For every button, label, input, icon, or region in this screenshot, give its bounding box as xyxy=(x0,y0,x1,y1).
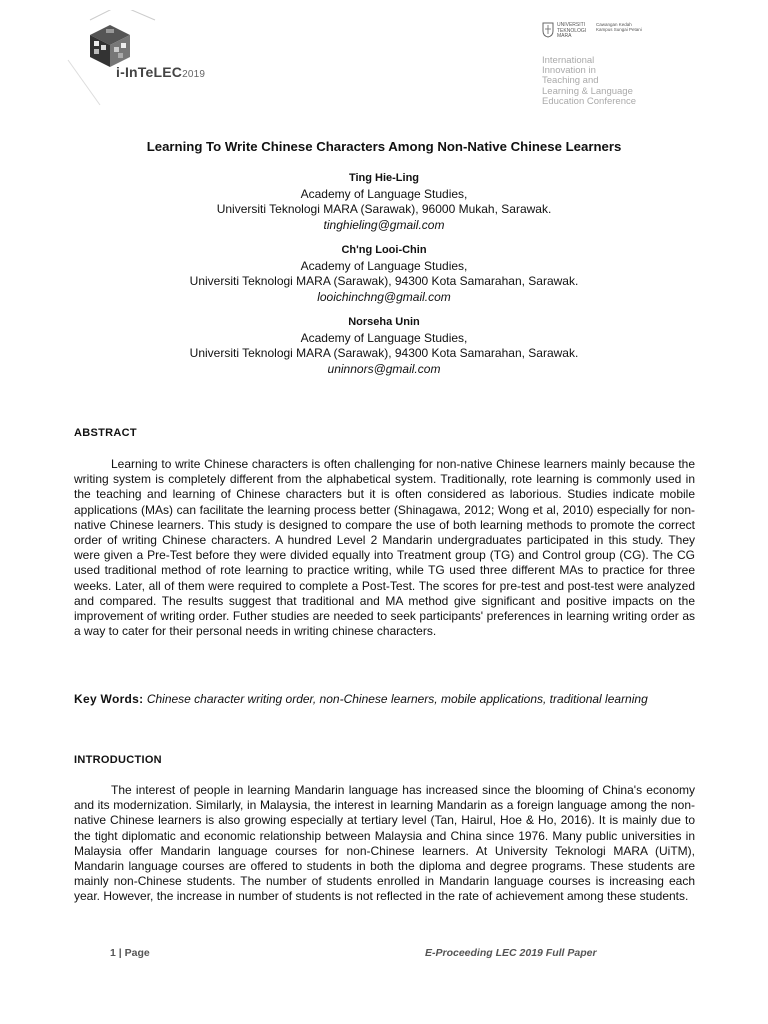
university-name: UNIVERSITI TEKNOLOGI MARA xyxy=(557,22,587,39)
keywords-label: Key Words: xyxy=(74,692,144,706)
author-affiliation: Universiti Teknologi MARA (Sarawak), 94300 Kota Samarahan, Sarawak. xyxy=(189,346,579,360)
conference-logo-text: i-InTeLEC2019 xyxy=(116,64,206,80)
author-block xyxy=(0,315,768,377)
conference-logo xyxy=(60,10,260,110)
author-name: Norseha Unin xyxy=(348,316,420,328)
proceeding-label: E-Proceeding LEC 2019 Full Paper xyxy=(425,947,597,959)
author-block xyxy=(0,171,768,233)
author-list xyxy=(0,171,768,387)
author-department: Academy of Language Studies, xyxy=(300,330,468,345)
university-logo-block xyxy=(538,16,658,116)
conference-name: International Innovation in Teaching and Learning & Language Education Conference xyxy=(542,55,637,107)
author-department: Academy of Language Studies, xyxy=(300,186,468,201)
university-crest-icon xyxy=(542,22,554,38)
author-affiliation: Universiti Teknologi MARA (Sarawak), 96000 Mukah, Sarawak. xyxy=(216,202,552,216)
abstract-text: Learning to write Chinese characters is often challenging for non-native Chinese learners mainly because the writing system is completely different from the alphabetical system. Traditionally, rote learning is commonly used in the teaching and learning of Chinese characters but it is often considered as laborious. Studies indicate mobile applications (MAs) can facilitate the learning process better (Shinagawa, 2012; Wong et al, 2010) especially for non-native Chinese learners. This study is designed to compare the use of both learning methods to promote the correct order of writing Chinese characters. A hundred Level 2 Mandarin undergraduates participated in this study. They were given a Pre-Test before they were divided equally into Treatment group (TG) and Control group (CG). The CG used traditional method of rote learning to practice writing, while TG used three different MAs to practice for three weeks. Later, all of them were required to complete a Post-Test. The scores for pre-test and post-test were analyzed and compared. The results suggest that traditional and MA method give significant and positive impacts on the improvement of writing order. Futher studies are needed to seek participants' preferences in learning writing order as a way to cater for their personal needs in writing chinese characters. xyxy=(74,457,695,639)
author-name: Ting Hie-Ling xyxy=(348,172,420,184)
university-campus: Cawangan Kedah Kampus Sungai Petani xyxy=(596,22,642,32)
keywords-text: Chinese character writing order, non-Chinese learners, mobile applications, traditional learning xyxy=(146,692,648,706)
abstract-heading: ABSTRACT xyxy=(74,427,137,439)
author-email: tinghieling@gmail.com xyxy=(323,217,445,232)
introduction-text: The interest of people in learning Mandarin language has increased since the blooming of China's economy and its modernization. Similarly, in Malaysia, the interest in learning Mandarin as a foreign language among the non-native Chinese learners is also growing especially at tertiary level (Tan, Hairul, Hoe & Ho, 2016). It is mainly due to the tight diplomatic and economic relationship between Malaysia and China since 1976. Many public universities in Malaysia offer Mandarin language courses for non-Chinese learners. At University Teknologi MARA (UiTM), Mandarin language courses are offered to students in both the diploma and degree programs. These students are mainly non-Chinese students. The number of students enrolled in Mandarin language courses is increasing each year. However, the increase in number of students is not reflected in the rate of achievement among these students. xyxy=(74,783,695,904)
author-email: uninnors@gmail.com xyxy=(327,361,441,376)
author-block xyxy=(0,243,768,305)
author-department: Academy of Language Studies, xyxy=(300,258,468,273)
keywords xyxy=(74,692,695,707)
introduction-heading: INTRODUCTION xyxy=(74,754,162,766)
author-affiliation: Universiti Teknologi MARA (Sarawak), 94300 Kota Samarahan, Sarawak. xyxy=(189,274,579,288)
author-name: Ch'ng Looi-Chin xyxy=(341,244,427,256)
cube-logo-icon xyxy=(60,10,260,110)
author-email: looichinchng@gmail.com xyxy=(317,289,451,304)
page-number: 1 | Page xyxy=(110,947,150,959)
paper-title: Learning To Write Chinese Characters Among Non-Native Chinese Learners xyxy=(146,139,622,154)
